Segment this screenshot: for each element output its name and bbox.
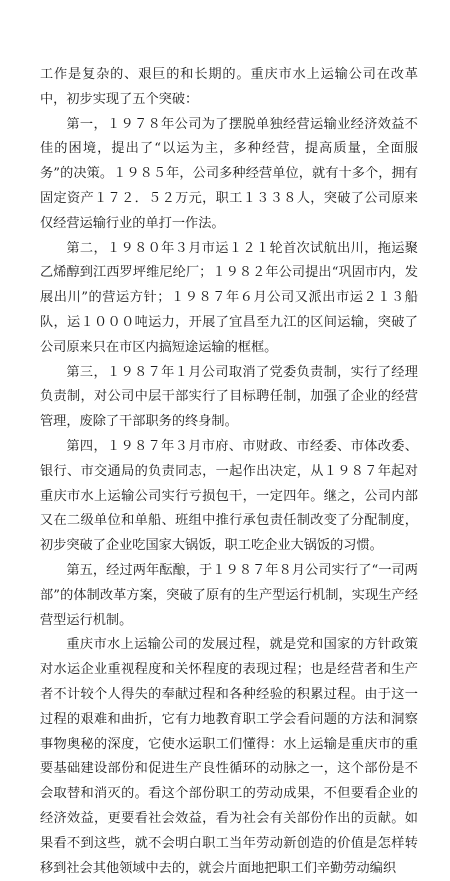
paragraph-first-breakthrough: 第一，１９７８年公司为了摆脱单独经营运输业经济效益不佳的困境，提出了“以运为主，多种经营，提高质量，全面服务”的决策。１９８５年，公司多种经营单位，就有十多个，拥有固定资产１７２．５２万元，职工１３３８人，突破了公司原来仅经营运输行业的单打一作法。 xyxy=(40,116,418,231)
paragraph-third-breakthrough: 第三，１９８７年１月公司取消了党委负责制，实行了经理负责制，对公司中层干部实行了目标聘任制，加强了企业的经营管理，废除了干部职务的终身制。 xyxy=(40,364,418,430)
paragraph-fourth-breakthrough: 第四，１９８７年３月市府、市财政、市经委、市体改委、银行、市交通局的负责同志，一起作出决定，从１９８７年起对重庆市水上运输公司实行亏损包干，一定四年。继之，公司内部又在二级单位和单船、班组中推行承包责任制改变了分配制度，初步突破了企业吃国家大锅饭，职工吃企业大锅饭的习惯。 xyxy=(40,438,418,554)
document-page xyxy=(40,63,418,881)
paragraph-fifth-breakthrough: 第五，经过两年酝酿，于１９８７年８月公司实行了“一司两部”的体制改革方案，突破了原有的生产型运行机制，实现生产经营型运行机制。 xyxy=(40,562,418,628)
paragraph-development-summary: 重庆市水上运输公司的发展过程，就是党和国家的方针政策对水运企业重视程度和关怀程度的表现过程；也是经营者和生产者不计较个人得失的奉献过程和各种经验的积累过程。由于这一过程的艰难和曲折，它有力地教育职工学会看问题的方法和洞察事物奥秘的深度，它使水运职工们懂得：水上运输是重庆市的重要基础建设部份和促进生产良性循环的动脉之一，这个部份是不会取替和消灭的。看这个部份职工的劳动成果，不但要看企业的经济效益，更要看社会效益，看为社会有关部份作出的贡献。如果看不到这些，就不会明白职工当年劳动新创造的价值是怎样转移到社会其他领域中去的，就会片面地把职工们辛勤劳动编织 xyxy=(40,637,418,876)
paragraph-intro: 工作是复杂的、艰巨的和长期的。重庆市水上运输公司在改革中，初步实现了五个突破： xyxy=(40,67,418,107)
paragraph-second-breakthrough: 第二，１９８０年３月市运１２１轮首次试航出川，拖运聚乙烯醇到江西罗坪维尼纶厂；１９８２年公司提出“巩固市内，发展出川”的营运方针；１９８７年６月公司又派出市运２１３船队，运１０００吨运力，开展了宜昌至九江的区间运输，突破了公司原来只在市区内搞短途运输的框框。 xyxy=(40,240,418,355)
